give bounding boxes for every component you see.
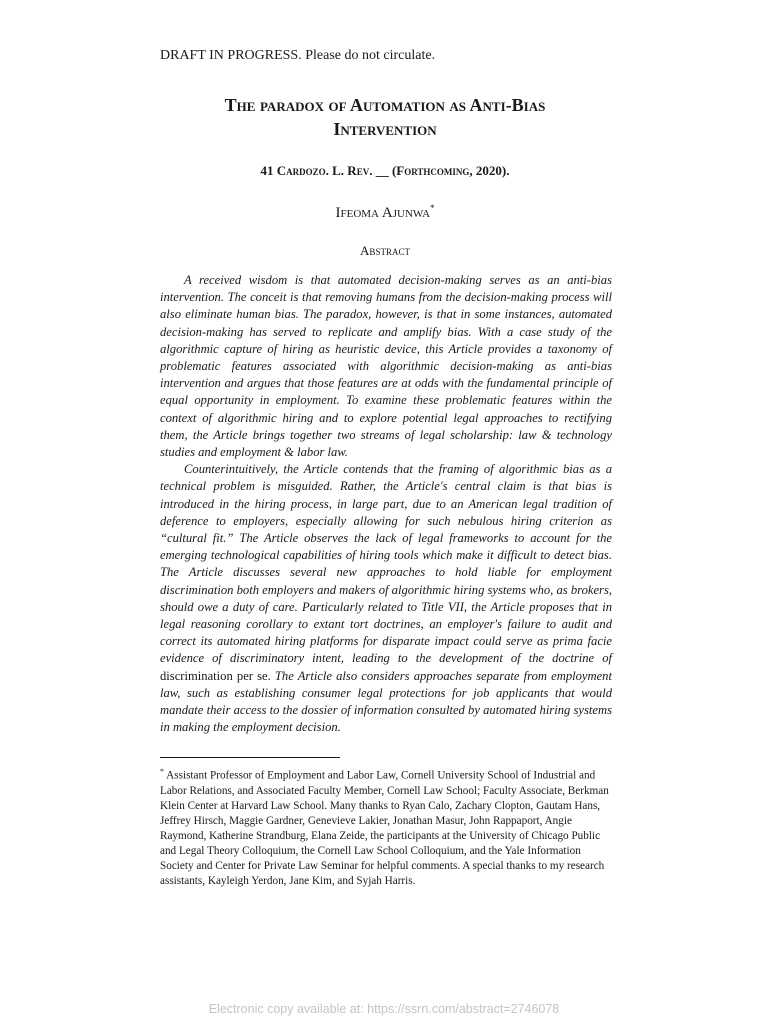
abstract-heading: Abstract xyxy=(360,243,410,258)
ssrn-watermark: Electronic copy available at: https://ssrn.com/abstract=2746078 xyxy=(208,1002,560,1016)
abstract-paragraph-1: A received wisdom is that automated decision-making serves as an anti-bias intervention. The conceit is that removing humans from the decision-making process will also eliminate human bias. The paradox, however, is that in some instances, automated decision-making has served to replicate and amplify bias. With a case study of the algorithmic capture of hiring as heuristic device, this Article provides a taxonomy of problematic features associated with algorithmic decision-making as anti-bias intervention and argues that those features are at odds with the fundamental principle of equal opportunity in employment. To examine these problematic features within the context of algorithmic hiring and to explore potential legal approaches to rectifying them, the Article brings together two streams of legal scholarship: law & technology studies and employment & labor law. xyxy=(160,273,612,460)
footnote xyxy=(160,764,610,889)
footnote-divider xyxy=(160,757,340,758)
draft-notice-caps: DRAFT IN PROGRESS xyxy=(160,48,299,63)
abstract-paragraph-2 xyxy=(160,461,612,736)
paper-title xyxy=(160,93,610,141)
citation: 41 Cardozo. L. Rev. __ (Forthcoming, 2020). xyxy=(260,163,510,178)
title-line-2: Intervention xyxy=(333,119,437,139)
abstract-p2-part-b: The Article also considers approaches separate from employment law, such as establishing consumer legal protections for job applicants that would mandate their access to the dossier of information consulted by automated hiring systems in making the employment decision. xyxy=(160,668,612,735)
author-name: Ifeoma Ajunwa xyxy=(335,205,431,221)
abstract-p2-upright: discrimination per se. xyxy=(160,668,271,683)
draft-notice-rest: . Please do not circulate. xyxy=(298,48,436,63)
footnote-mark: * xyxy=(160,767,164,776)
author xyxy=(160,203,610,222)
author-footnote-mark: * xyxy=(430,203,435,213)
draft-notice xyxy=(160,48,435,64)
abstract-p2-part-a: Counterintuitively, the Article contends that the framing of algorithmic bias as a technical problem is misguided. Rather, the Article's central claim is that bias is introduced in the hiring process, in large part, due to an American legal tradition of deference to employers, especially allowing for such nebulous hiring criterion as “cultural fit.” The Article observes the lack of legal frameworks to account for the emerging technological capabilities of hiring tools which make it difficult to detect bias. The Article discusses several new approaches to hold liable for employment discrimination both employers and makers of algorithmic hiring systems who, as brokers, should owe a duty of care. Particularly related to Title VII, the Article proposes that in legal reasoning corollary to extant tort doctrines, an employer's failure to audit and correct its automated hiring platforms for disparate impact could serve as prima facie evidence of discriminatory intent, leading to the development of the doctrine of xyxy=(160,462,612,666)
title-line-1: The paradox of Automation as Anti-Bias xyxy=(224,95,546,115)
abstract-body xyxy=(160,272,612,736)
footnote-text: Assistant Professor of Employment and Labor Law, Cornell University School of Industrial and Labor Relations, and Associated Faculty Member, Cornell Law School; Faculty Associate, Berkman Klein Center at Harvard Law School. Many thanks to Ryan Calo, Zachary Clopton, Gautam Hans, Jeffrey Hirsch, Maggie Gardner, Genevieve Lakier, Jonathan Masur, John Rappaport, Angie Raymond, Katherine Strandburg, Elana Zeide, the participants at the University of Chicago Public and Legal Theory Colloquium, the Cornell Law School Colloquium, and the Yale Information Society and Center for Private Law Seminar for helpful comments. A special thanks to my research assistants, Kayleigh Yerdon, Jane Kim, and Syjah Harris. xyxy=(160,769,609,887)
